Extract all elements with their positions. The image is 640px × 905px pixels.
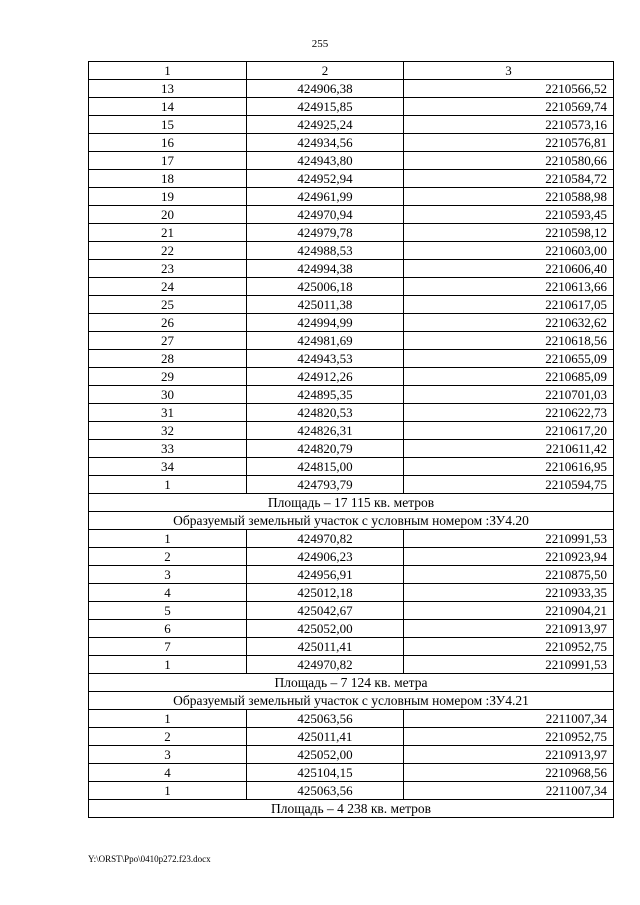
x-coordinate-cell: 424793,79 [247,476,404,494]
y-coordinate-cell: 2210685,09 [404,368,614,386]
y-coordinate-cell: 2210968,56 [404,764,614,782]
section-title: Образуемый земельный участок с условным номером :ЗУ4.20 [89,512,614,530]
table-row [89,188,614,206]
y-coordinate-cell: 2210913,97 [404,620,614,638]
area-row [89,800,614,818]
table-row [89,458,614,476]
point-number-cell: 18 [89,170,247,188]
point-number-cell: 34 [89,458,247,476]
point-number-cell: 31 [89,404,247,422]
table-row [89,584,614,602]
y-coordinate-cell: 2210952,75 [404,728,614,746]
x-coordinate-cell: 424915,85 [247,98,404,116]
point-number-cell: 27 [89,332,247,350]
y-coordinate-cell: 2210573,16 [404,116,614,134]
x-coordinate-cell: 424925,24 [247,116,404,134]
area-total: Площадь – 17 115 кв. метров [89,494,614,512]
y-coordinate-cell: 2210655,09 [404,350,614,368]
point-number-cell: 1 [89,782,247,800]
table-row [89,638,614,656]
x-coordinate-cell: 424970,94 [247,206,404,224]
y-coordinate-cell: 2210576,81 [404,134,614,152]
y-coordinate-cell: 2211007,34 [404,782,614,800]
point-number-cell: 21 [89,224,247,242]
table-row [89,170,614,188]
section-title: Образуемый земельный участок с условным номером :ЗУ4.21 [89,692,614,710]
x-coordinate-cell: 424906,38 [247,80,404,98]
point-number-cell: 16 [89,134,247,152]
table-row [89,530,614,548]
table-row [89,422,614,440]
table-row [89,746,614,764]
point-number-cell: 28 [89,350,247,368]
x-coordinate-cell: 424979,78 [247,224,404,242]
column-header-3: 3 [404,62,614,80]
x-coordinate-cell: 425011,41 [247,728,404,746]
point-number-cell: 2 [89,548,247,566]
y-coordinate-cell: 2210616,95 [404,458,614,476]
x-coordinate-cell: 424994,38 [247,260,404,278]
x-coordinate-cell: 424820,53 [247,404,404,422]
y-coordinate-cell: 2210622,73 [404,404,614,422]
table-row [89,566,614,584]
x-coordinate-cell: 425063,56 [247,710,404,728]
y-coordinate-cell: 2210952,75 [404,638,614,656]
x-coordinate-cell: 425052,00 [247,620,404,638]
table-row [89,152,614,170]
x-coordinate-cell: 424820,79 [247,440,404,458]
x-coordinate-cell: 424988,53 [247,242,404,260]
table-row [89,116,614,134]
point-number-cell: 25 [89,296,247,314]
x-coordinate-cell: 424943,53 [247,350,404,368]
table-row [89,134,614,152]
column-header-1: 1 [89,62,247,80]
point-number-cell: 17 [89,152,247,170]
y-coordinate-cell: 2210603,00 [404,242,614,260]
table-row [89,548,614,566]
x-coordinate-cell: 425011,38 [247,296,404,314]
point-number-cell: 5 [89,602,247,620]
table-row [89,332,614,350]
y-coordinate-cell: 2210991,53 [404,656,614,674]
x-coordinate-cell: 424994,99 [247,314,404,332]
y-coordinate-cell: 2210580,66 [404,152,614,170]
point-number-cell: 3 [89,566,247,584]
x-coordinate-cell: 425011,41 [247,638,404,656]
y-coordinate-cell: 2210701,03 [404,386,614,404]
point-number-cell: 7 [89,638,247,656]
area-total: Площадь – 7 124 кв. метра [89,674,614,692]
y-coordinate-cell: 2210611,42 [404,440,614,458]
x-coordinate-cell: 425042,67 [247,602,404,620]
table-header-row [89,62,614,80]
y-coordinate-cell: 2210991,53 [404,530,614,548]
y-coordinate-cell: 2210875,50 [404,566,614,584]
x-coordinate-cell: 424826,31 [247,422,404,440]
point-number-cell: 19 [89,188,247,206]
column-header-2: 2 [247,62,404,80]
table-row [89,404,614,422]
y-coordinate-cell: 2210618,56 [404,332,614,350]
point-number-cell: 4 [89,584,247,602]
table-row [89,242,614,260]
table-row [89,602,614,620]
x-coordinate-cell: 424956,91 [247,566,404,584]
table-row [89,224,614,242]
area-row [89,494,614,512]
table-row [89,206,614,224]
point-number-cell: 1 [89,710,247,728]
page-number: 255 [311,38,329,50]
x-coordinate-cell: 425006,18 [247,278,404,296]
table-row [89,278,614,296]
point-number-cell: 20 [89,206,247,224]
x-coordinate-cell: 425104,15 [247,764,404,782]
y-coordinate-cell: 2210904,21 [404,602,614,620]
x-coordinate-cell: 424952,94 [247,170,404,188]
y-coordinate-cell: 2210606,40 [404,260,614,278]
table-row [89,350,614,368]
y-coordinate-cell: 2210933,35 [404,584,614,602]
y-coordinate-cell: 2210566,52 [404,80,614,98]
y-coordinate-cell: 2210923,94 [404,548,614,566]
x-coordinate-cell: 424815,00 [247,458,404,476]
table-row [89,764,614,782]
file-path-footer: Y:\ORST\Ppo\0410p272.f23.docx [88,854,211,864]
table-row [89,368,614,386]
point-number-cell: 14 [89,98,247,116]
area-row [89,674,614,692]
y-coordinate-cell: 2210598,12 [404,224,614,242]
point-number-cell: 6 [89,620,247,638]
y-coordinate-cell: 2210569,74 [404,98,614,116]
y-coordinate-cell: 2210617,05 [404,296,614,314]
y-coordinate-cell: 2210617,20 [404,422,614,440]
x-coordinate-cell: 425012,18 [247,584,404,602]
point-number-cell: 1 [89,476,247,494]
coordinates-table [88,61,614,818]
y-coordinate-cell: 2210588,98 [404,188,614,206]
point-number-cell: 30 [89,386,247,404]
table-row [89,80,614,98]
table-row [89,440,614,458]
y-coordinate-cell: 2210584,72 [404,170,614,188]
table-row [89,386,614,404]
point-number-cell: 13 [89,80,247,98]
y-coordinate-cell: 2210593,45 [404,206,614,224]
point-number-cell: 4 [89,764,247,782]
table-row [89,728,614,746]
x-coordinate-cell: 424981,69 [247,332,404,350]
table-row [89,782,614,800]
table-row [89,314,614,332]
y-coordinate-cell: 2210913,97 [404,746,614,764]
point-number-cell: 32 [89,422,247,440]
point-number-cell: 3 [89,746,247,764]
point-number-cell: 24 [89,278,247,296]
table-row [89,260,614,278]
y-coordinate-cell: 2210594,75 [404,476,614,494]
point-number-cell: 23 [89,260,247,278]
point-number-cell: 22 [89,242,247,260]
table-row [89,656,614,674]
x-coordinate-cell: 424961,99 [247,188,404,206]
x-coordinate-cell: 424895,35 [247,386,404,404]
section-title-row [89,512,614,530]
point-number-cell: 33 [89,440,247,458]
y-coordinate-cell: 2210613,66 [404,278,614,296]
point-number-cell: 2 [89,728,247,746]
point-number-cell: 29 [89,368,247,386]
table-row [89,710,614,728]
y-coordinate-cell: 2211007,34 [404,710,614,728]
x-coordinate-cell: 424970,82 [247,656,404,674]
x-coordinate-cell: 424943,80 [247,152,404,170]
section-title-row [89,692,614,710]
x-coordinate-cell: 425052,00 [247,746,404,764]
table-row [89,620,614,638]
x-coordinate-cell: 425063,56 [247,782,404,800]
y-coordinate-cell: 2210632,62 [404,314,614,332]
x-coordinate-cell: 424970,82 [247,530,404,548]
x-coordinate-cell: 424934,56 [247,134,404,152]
point-number-cell: 26 [89,314,247,332]
point-number-cell: 15 [89,116,247,134]
point-number-cell: 1 [89,530,247,548]
table-row [89,98,614,116]
coordinates-table-body [89,62,614,818]
point-number-cell: 1 [89,656,247,674]
x-coordinate-cell: 424912,26 [247,368,404,386]
table-row [89,476,614,494]
x-coordinate-cell: 424906,23 [247,548,404,566]
area-total: Площадь – 4 238 кв. метров [89,800,614,818]
table-row [89,296,614,314]
